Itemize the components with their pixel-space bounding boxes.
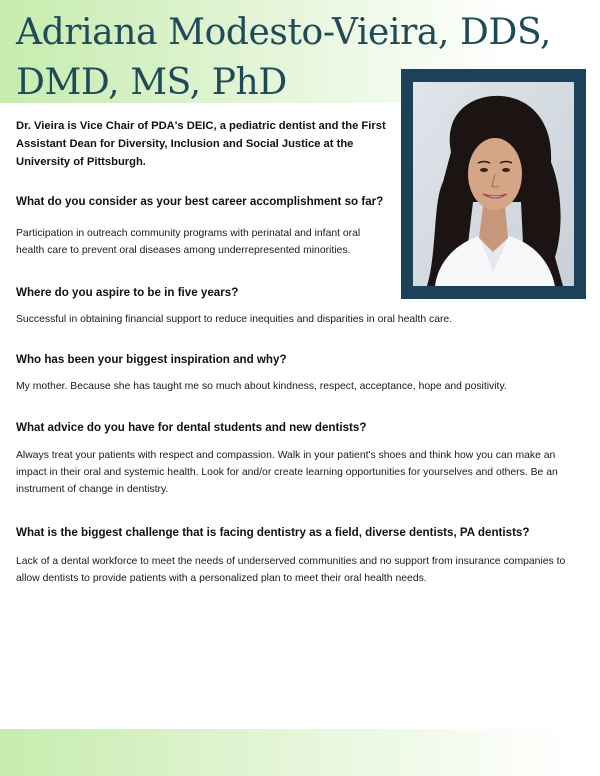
question-5: What is the biggest challenge that is facing dentistry as a field, diverse dentists, PA dentists? xyxy=(16,526,530,539)
answer-3: My mother. Because she has taught me so much about kindness, respect, acceptance, hope and positivity. xyxy=(16,381,507,392)
question-1: What do you consider as your best career accomplishment so far? xyxy=(16,195,384,208)
answer-4: Always treat your patients with respect and compassion. Walk in your patient's shoes and think how you can make an impact in their oral and systemic health. Look for and/or create learning opportunities for yourselves and others. Be an instrument of change in dentistry. xyxy=(16,450,558,495)
answer-2: Successful in obtaining financial support to reduce inequities and disparities in oral health care. xyxy=(16,314,453,325)
page-title: Adriana Modesto-Vieira, DDS, DMD, MS, PhD xyxy=(16,12,551,103)
intro-paragraph: Dr. Vieira is Vice Chair of PDA's DEIC, a pediatric dentist and the First Assistant Dean for Diversity, Inclusion and Social Justice at the University of Pittsburgh. xyxy=(16,120,386,168)
footer-band xyxy=(0,729,600,776)
answer-1: Participation in outreach community programs with perinatal and infant oral health care to prevent oral diseases among underrepresented minorities. xyxy=(16,228,361,256)
portrait-photo xyxy=(413,82,574,286)
question-3: Who has been your biggest inspiration and why? xyxy=(16,353,287,366)
portrait-illustration xyxy=(413,82,574,286)
portrait-frame xyxy=(401,69,586,299)
question-4: What advice do you have for dental students and new dentists? xyxy=(16,421,367,434)
answer-5: Lack of a dental workforce to meet the needs of underserved communities and no support from insurance companies to allow dentists to provide patients with a personalized plan to meet their oral health needs. xyxy=(16,556,566,584)
question-2: Where do you aspire to be in five years? xyxy=(16,286,239,299)
